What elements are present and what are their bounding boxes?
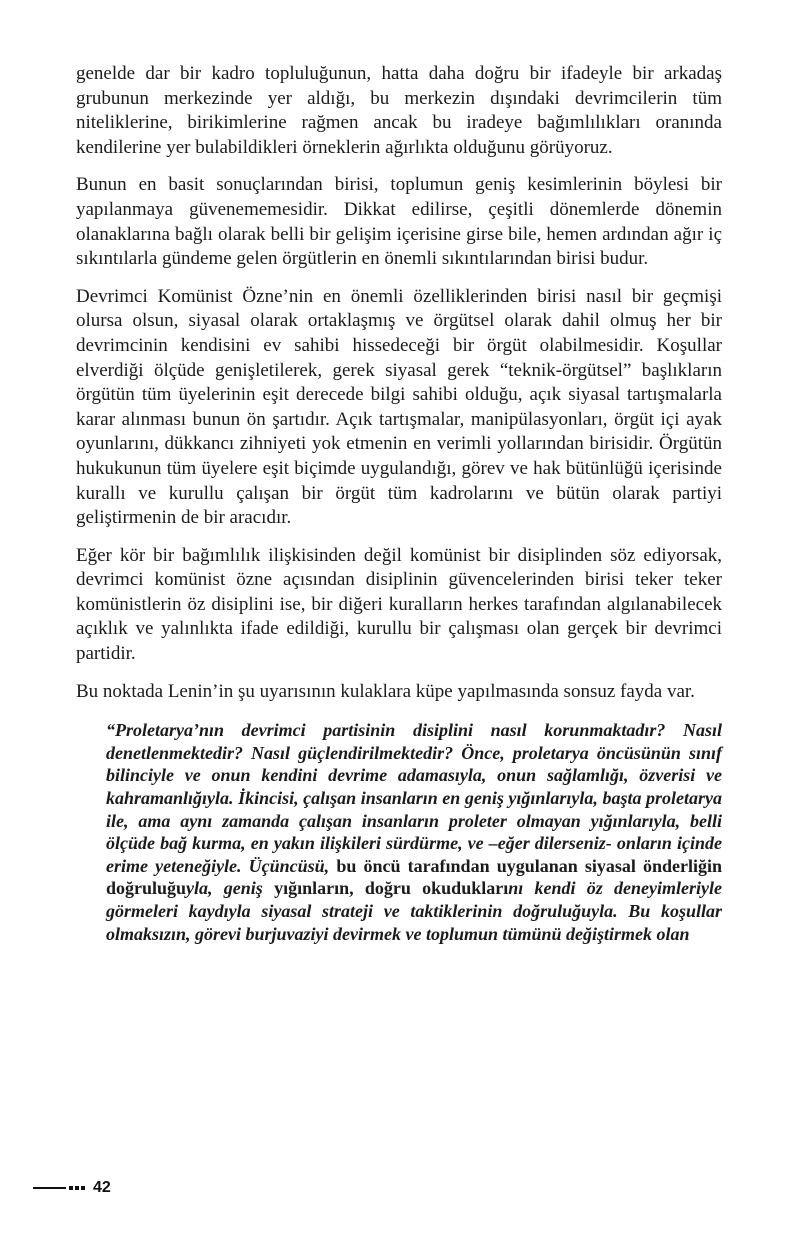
lenin-quote (106, 719, 722, 945)
paragraph-2: Bunun en basit sonuçlarından birisi, toplumun geniş kesimlerinin böylesi bir yapılanmaya güvenememesidir. Dikkat edilirse, çeşitli dönemlerde dönemin olanaklarına bağlı olarak belli bir gelişim içerisine girse bile, hemen ardından ağır iç sıkıntılarla gündeme gelen örgütlerin en önemli sıkıntılarından birisi budur. (76, 174, 722, 270)
paragraph-3: Devrimci Komünist Özne’nin en önemli özelliklerinden birisi nasıl bir geçmişi olursa olsun, siyasal olarak ortaklaşmış ve örgütsel olarak dahil olmuş her bir devrimcinin kendisini ev sahibi hissedeceği bir örgüt olabilmesidir. Koşullar elverdiği ölçüde genişletilerek, gerek siyasal gerek “teknik-örgütsel” başlıkların örgütün tüm üyelerinin eşit derecede bilgi sahibi olduğu, açık siyasal tartışmalarla karar alınması bunun ön şartıdır. Açık tartışmalar, manipülasyonları, örgüt içi ayak oyunlarını, dükkancı zihniyeti yok etmenin en verimli yollarından birisidir. Örgütün hukukunun tüm üyelere eşit biçimde uygulandığı, görev ve hak bütünlüğü içerisinde kurallı ve kurullu çalışan bir örgüt tüm kadrolarını ve bütün olarak partiyi geliştirmenin de bir aracıdır. (76, 285, 722, 529)
footer-rule (33, 1187, 66, 1189)
quote-segment: yla, geniş (186, 878, 263, 899)
quote-segment: nı kendi öz deneyimleriyle görmeleri kaydıyla siyasal strateji ve taktiklerinin doğruluğuyla. Bu koşullar olmaksızın, görevi burjuvaziyi devirmek ve toplumun tümünü değiştirmek olan (106, 878, 723, 944)
page-footer (33, 1179, 111, 1197)
footer-dots-ornament (69, 1186, 85, 1190)
page-number: 42 (93, 1179, 111, 1196)
quote-segment: “Proletarya’nın devrimci partisinin disiplini nasıl korunmaktadır? Nasıl denetlenmektedir? Nasıl güçlendirilmektedir? Önce, proletarya öncüsünün sınıf bilinciyle ve onun kendini devrime adamasıyla, onun sağlamlığı, özverisi ve kahramanlığıyla. İkincisi, çalışan insanların en geniş yığınlarıyla, başta proletarya ile, ama aynı zamanda çalışan insanların proleter olmayan yığınlarıyla, belli ölçüde bağ kurma, en yakın ilişkileri sürdürme, ve –eğer dilerseniz- onların içinde erime yeteneğiyle. Üçüncüsü, (106, 720, 722, 876)
quote-segment: yığınların, doğru okudukları (262, 878, 509, 899)
paragraph-4: Eğer kör bir bağımlılık ilişkisinden değil komünist bir disiplinden söz ediyorsak, devrimci komünist özne açısından disiplinin güvencelerinden birisi teker teker komünistlerin öz disiplini ise, bir diğeri kuralların herkes tarafından algılanabilecek açıklık ve yalınlıkta ifade edildiği, kurullu bir çalışması olan gerçek bir devrimci partidir. (76, 544, 722, 665)
paragraph-5: Bu noktada Lenin’in şu uyarısının kulaklara küpe yapılmasında sonsuz fayda var. (76, 680, 695, 702)
quote-segment: bu öncü tarafından uygulanan siyasal önderliğin doğruluğu (106, 855, 722, 899)
paragraph-1: genelde dar bir kadro topluluğunun, hatta daha doğru bir ifadeyle bir arkadaş grubunun merkezinde yer aldığı, bu merkezin dışındaki devrimcilerin tüm niteliklerine, birikimlerine rağmen ancak bu iradeye bağımlılıkları oranında kendilerine yer bulabildikleri örneklerin ağırlıkta olduğunu görüyoruz. (76, 63, 722, 158)
page-text (76, 62, 722, 945)
